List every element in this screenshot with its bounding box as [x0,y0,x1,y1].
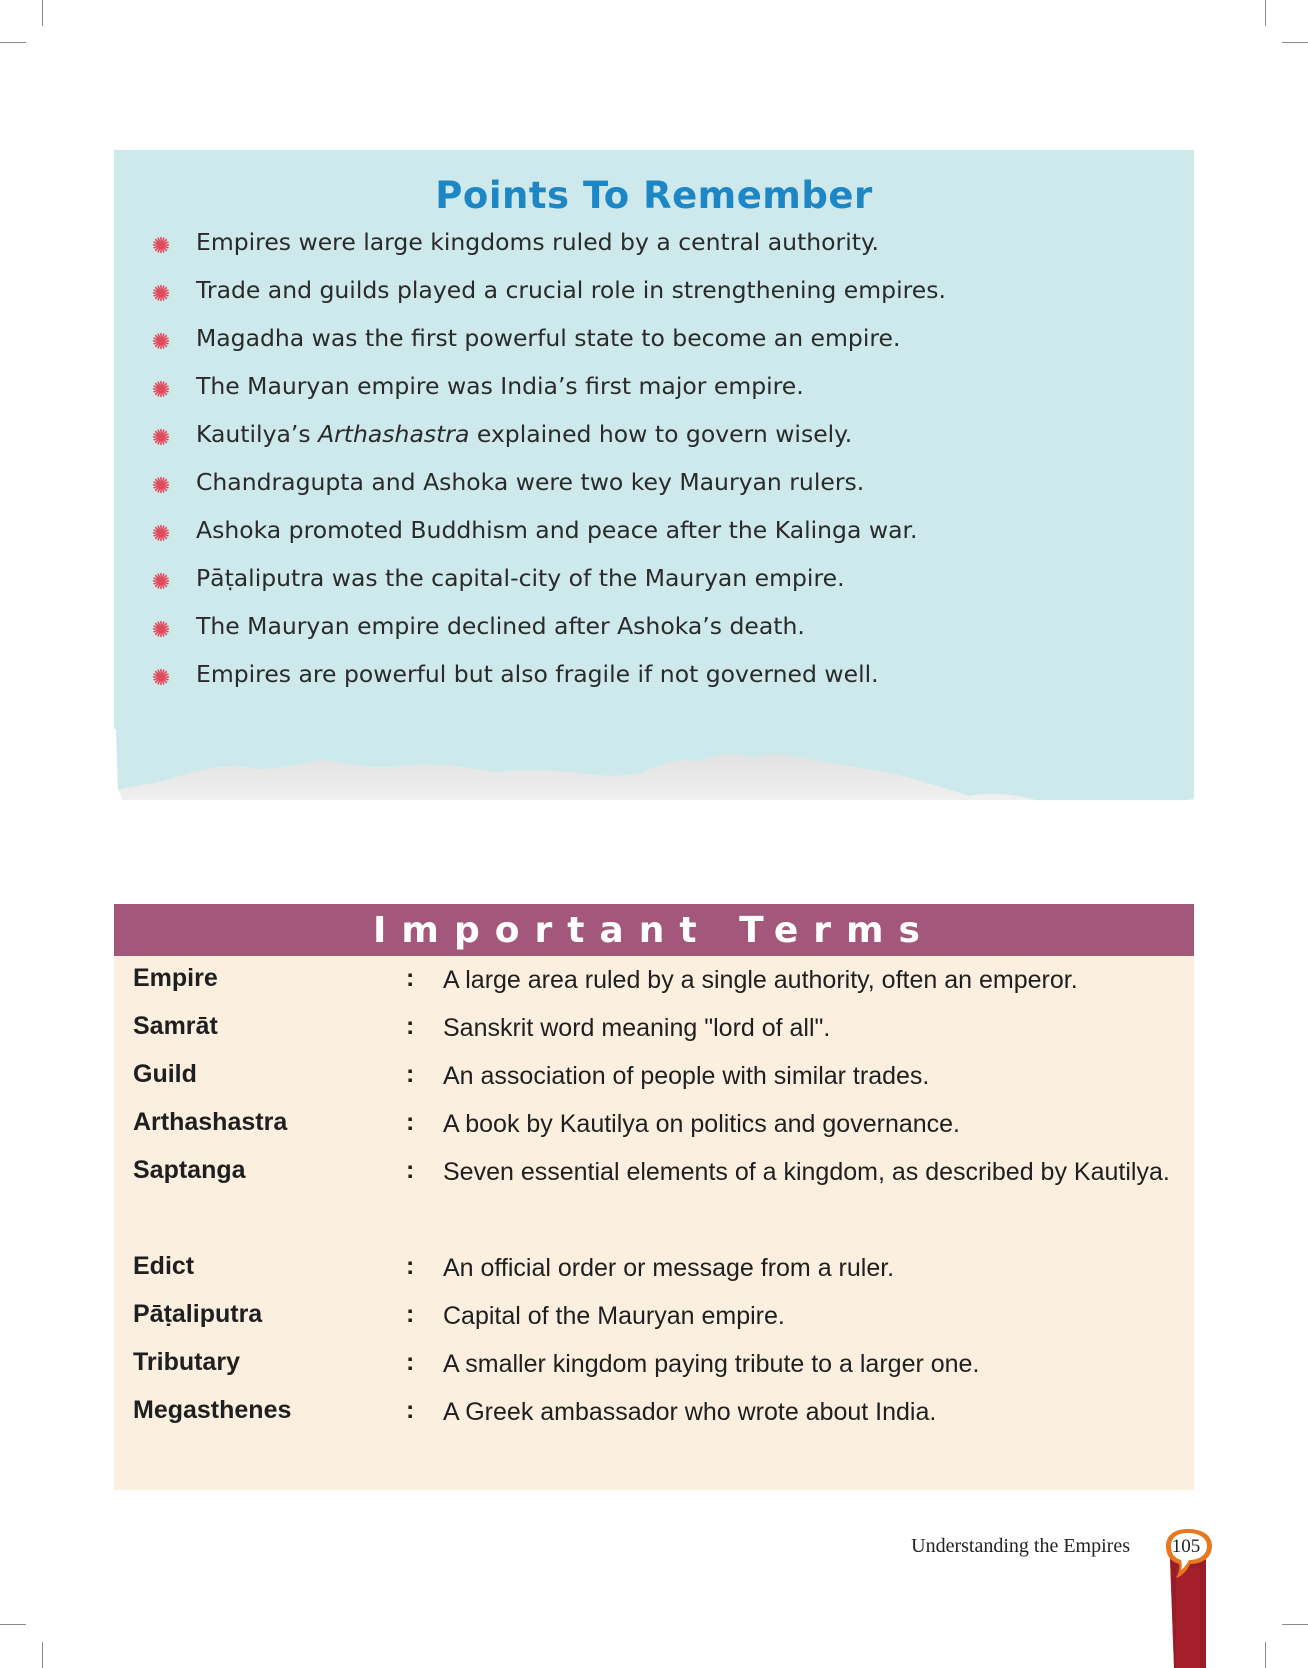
point-text-italic: Arthashastra [318,420,470,448]
term-separator: : [406,1012,415,1040]
important-terms-table [114,956,1194,1490]
term-definition: An official order or message from a ruler. [443,1254,895,1282]
flower-bullet-icon [152,428,170,446]
point-text: The Mauryan empire was India’s first major empire. [196,372,804,400]
flower-bullet-icon [152,284,170,302]
flower-bullet-icon [152,668,170,686]
point-item [114,660,1174,708]
flower-bullet-icon [152,476,170,494]
term-separator: : [406,1156,415,1184]
term-definition: Capital of the Mauryan empire. [443,1302,785,1330]
term-word: Edict [133,1252,195,1280]
flower-bullet-icon [152,620,170,638]
point-text: Magadha was the first powerful state to become an empire. [196,324,901,352]
point-item [114,276,1174,324]
term-word: Arthashastra [133,1108,288,1136]
point-text: The Mauryan empire declined after Ashoka’s death. [196,612,805,640]
term-separator: : [406,1060,415,1088]
term-word: Tributary [133,1348,240,1376]
crop-mark [1265,1642,1266,1668]
flower-bullet-icon [152,236,170,254]
term-word: Pāṭaliputra [133,1300,263,1328]
crop-mark [0,1624,26,1625]
term-definition: A Greek ambassador who wrote about India. [443,1398,937,1426]
crop-mark [1282,42,1308,43]
term-definition: Sanskrit word meaning "lord of all". [443,1014,831,1042]
point-text: Pāṭaliputra was the capital-city of the Mauryan empire. [196,564,845,592]
crop-mark [1265,0,1266,26]
term-word: Saptanga [133,1156,246,1184]
point-text: Empires are powerful but also fragile if not governed well. [196,660,879,688]
term-separator: : [406,1108,415,1136]
flower-bullet-icon [152,380,170,398]
flower-bullet-icon [152,524,170,542]
term-definition: A large area ruled by a single authority, often an emperor. [443,966,1078,994]
point-item [114,324,1174,372]
term-separator: : [406,1348,415,1376]
term-word: Empire [133,964,218,992]
term-definition: A smaller kingdom paying tribute to a larger one. [443,1350,980,1378]
crop-mark [42,1642,43,1668]
term-separator: : [406,1300,415,1328]
point-item [114,228,1174,276]
term-separator: : [406,964,415,992]
term-word: Megasthenes [133,1396,292,1424]
point-item [114,516,1174,564]
page-number: 105 [1171,1536,1201,1557]
term-definition: An association of people with similar trades. [443,1062,930,1090]
crop-mark [42,0,43,26]
point-text: Trade and guilds played a crucial role in strengthening empires. [196,276,946,304]
point-text: Empires were large kingdoms ruled by a central authority. [196,228,879,256]
point-text-after: explained how to govern wisely. [469,420,853,448]
crop-mark [0,42,26,43]
point-item [114,420,1174,468]
term-word: Samrāt [133,1012,218,1040]
points-to-remember-panel [114,150,1194,800]
point-text: Ashoka promoted Buddhism and peace after the Kalinga war. [196,516,918,544]
point-item [114,372,1174,420]
term-word: Guild [133,1060,197,1088]
point-item [114,564,1174,612]
point-text [196,420,852,448]
term-separator: : [406,1252,415,1280]
points-to-remember-title: Points To Remember [435,174,873,217]
term-separator: : [406,1396,415,1424]
crop-mark [1282,1624,1308,1625]
flower-bullet-icon [152,572,170,590]
important-terms-title: Important Terms [373,909,935,951]
chapter-title-footer: Understanding the Empires [911,1535,1130,1557]
point-item [114,612,1174,660]
flower-bullet-icon [152,332,170,350]
point-text: Chandragupta and Ashoka were two key Mauryan rulers. [196,468,865,496]
point-text-before: Kautilya’s [196,420,319,448]
point-item [114,468,1174,516]
important-terms-header [114,904,1194,956]
term-definition: Seven essential elements of a kingdom, as described by Kautilya. [443,1158,1170,1186]
term-definition: A book by Kautilya on politics and governance. [443,1110,961,1138]
